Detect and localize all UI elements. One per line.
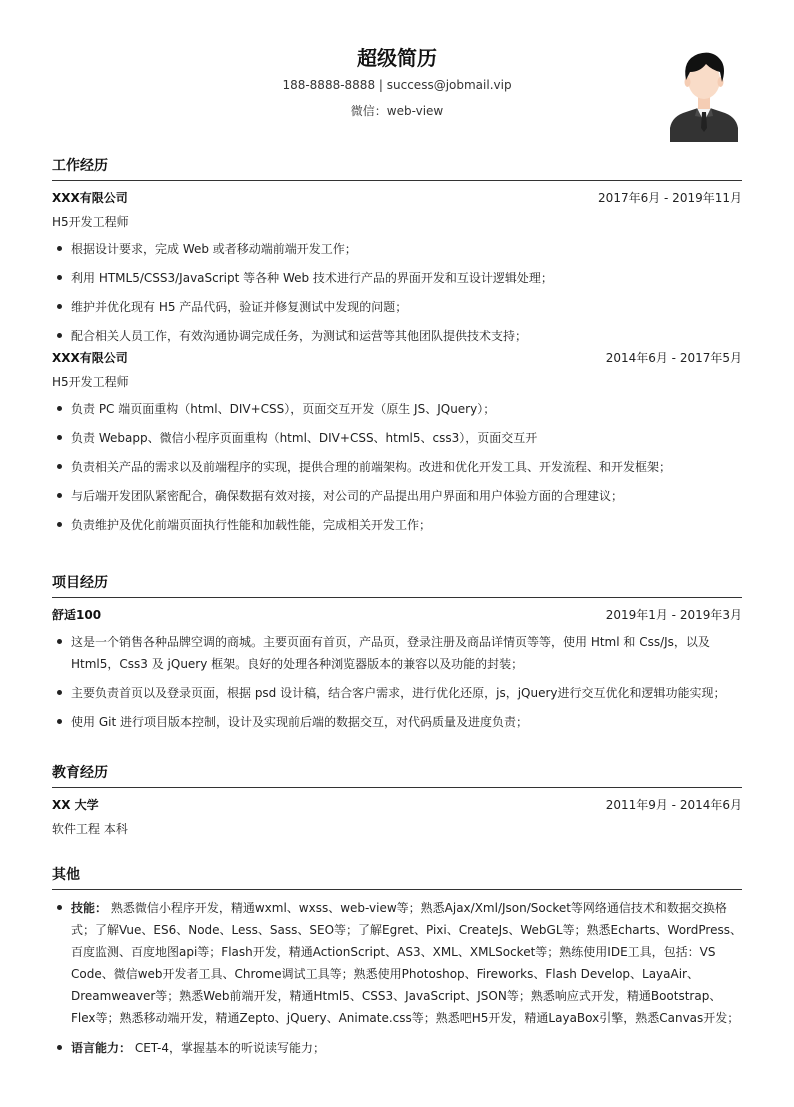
list-item: 负责 PC 端页面重构（html、DIV+CSS），页面交互开发（原生 JS、JQuery）； [52,398,742,420]
education-date: 2011年9月 - 2014年6月 [605,798,742,812]
skills-text: 熟悉微信小程序开发，精通wxml、wxss、web-view等；熟悉Ajax/Xml/Json/Socket等网络通信技术和数据交换格式；了解Vue、ES6、Node、Less、Sass、SEO等；了解Egret、Pixi、CreateJs、WebGL等；熟悉Echarts、WordPress、百度监测、百度地图api等；Flash开发，精通ActionScript、AS3、XML、XMLSocket等；熟练使用IDE工具，包括：VS Code、微信web开发者工具、Chrome调试工具等；熟悉使用Photoshop、Fireworks、Flash Develop、LayaAir、Dreamweaver等；熟悉Web前端开发，精通Html5、CSS3、JavaScript、JSON等；熟悉响应式开发，精通Bootstrap、Flex等；熟悉移动端开发，精通Zepto、jQuery、Animate.css等；熟悉吧H5开发，精通LayaBox引擎，熟悉Canvas开发； [71,901,742,1025]
contact-info: 188-8888-8888 | success@jobmail.vip [282,78,512,92]
project-experience-section [52,572,742,740]
job-date: 2014年6月 - 2017年5月 [605,351,742,365]
degree: 软件工程 本科 [52,822,128,836]
resume-header [0,0,794,140]
list-item: 主要负责首页以及登录页面，根据 psd 设计稿，结合客户需求，进行优化还原，js，jQuery进行交互优化和逻辑功能实现； [52,682,742,704]
resume-name: 超级简历 [357,46,437,70]
list-item: 负责 Webapp、微信小程序页面重构（html、DIV+CSS、html5、css3），页面交互开 [52,427,742,449]
work-experience-section [52,155,742,543]
project-header [52,603,742,627]
list-item: 利用 HTML5/CSS3/JavaScript 等各种 Web 技术进行产品的界面开发和互设计逻辑处理； [52,267,742,289]
section-title: 项目经历 [52,572,742,598]
project-details-list [52,631,742,733]
school-name: XX 大学 [52,798,99,812]
language-text: CET-4，掌握基本的听说读写能力； [134,1041,325,1055]
job-duties-list [52,238,742,347]
company-name: XXX有限公司 [52,351,128,365]
job-header [52,346,742,370]
job-header [52,186,742,210]
language-item [52,1037,742,1059]
job-role: H5开发工程师 [52,215,129,229]
list-item: 根据设计要求，完成 Web 或者移动端前端开发工作； [52,238,742,260]
other-section [52,864,742,1066]
wechat-id: 微信：web-view [350,104,444,118]
list-item: 维护并优化现有 H5 产品代码，验证并修复测试中发现的问题； [52,296,742,318]
job-role: H5开发工程师 [52,375,129,389]
list-item: 与后端开发团队紧密配合，确保数据有效对接，对公司的产品提出用户界面和用户体验方面的合理建议； [52,485,742,507]
other-list [52,897,742,1059]
project-name: 舒适100 [52,608,102,622]
list-item: 负责相关产品的需求以及前端程序的实现，提供合理的前端架构。改进和优化开发工具、开发流程、和开发框架； [52,456,742,478]
list-item: 这是一个销售各种品牌空调的商城。主要页面有首页，产品页，登录注册及商品详情页等等，使用 Html 和 Css/Js，以及 Html5，Css3 及 jQuery 框架。良好的处理各种浏览器版本的兼容以及功能的封装； [52,631,742,675]
list-item: 负责维护及优化前端页面执行性能和加载性能，完成相关开发工作； [52,514,742,536]
job-duties-list [52,398,742,536]
education-section [52,762,742,841]
project-date: 2019年1月 - 2019年3月 [605,608,742,622]
list-item: 配合相关人员工作，有效沟通协调完成任务，为测试和运营等其他团队提供技术支持； [52,325,742,347]
avatar [668,46,740,142]
skills-item [52,897,742,1029]
list-item: 使用 Git 进行项目版本控制，设计及实现前后端的数据交互，对代码质量及进度负责； [52,711,742,733]
section-title: 工作经历 [52,155,742,181]
section-title: 其他 [52,864,742,890]
skills-label: 技能： [71,901,108,915]
company-name: XXX有限公司 [52,191,128,205]
section-title: 教育经历 [52,762,742,788]
job-date: 2017年6月 - 2019年11月 [598,191,742,205]
language-label: 语言能力： [71,1041,132,1055]
education-header [52,793,742,817]
